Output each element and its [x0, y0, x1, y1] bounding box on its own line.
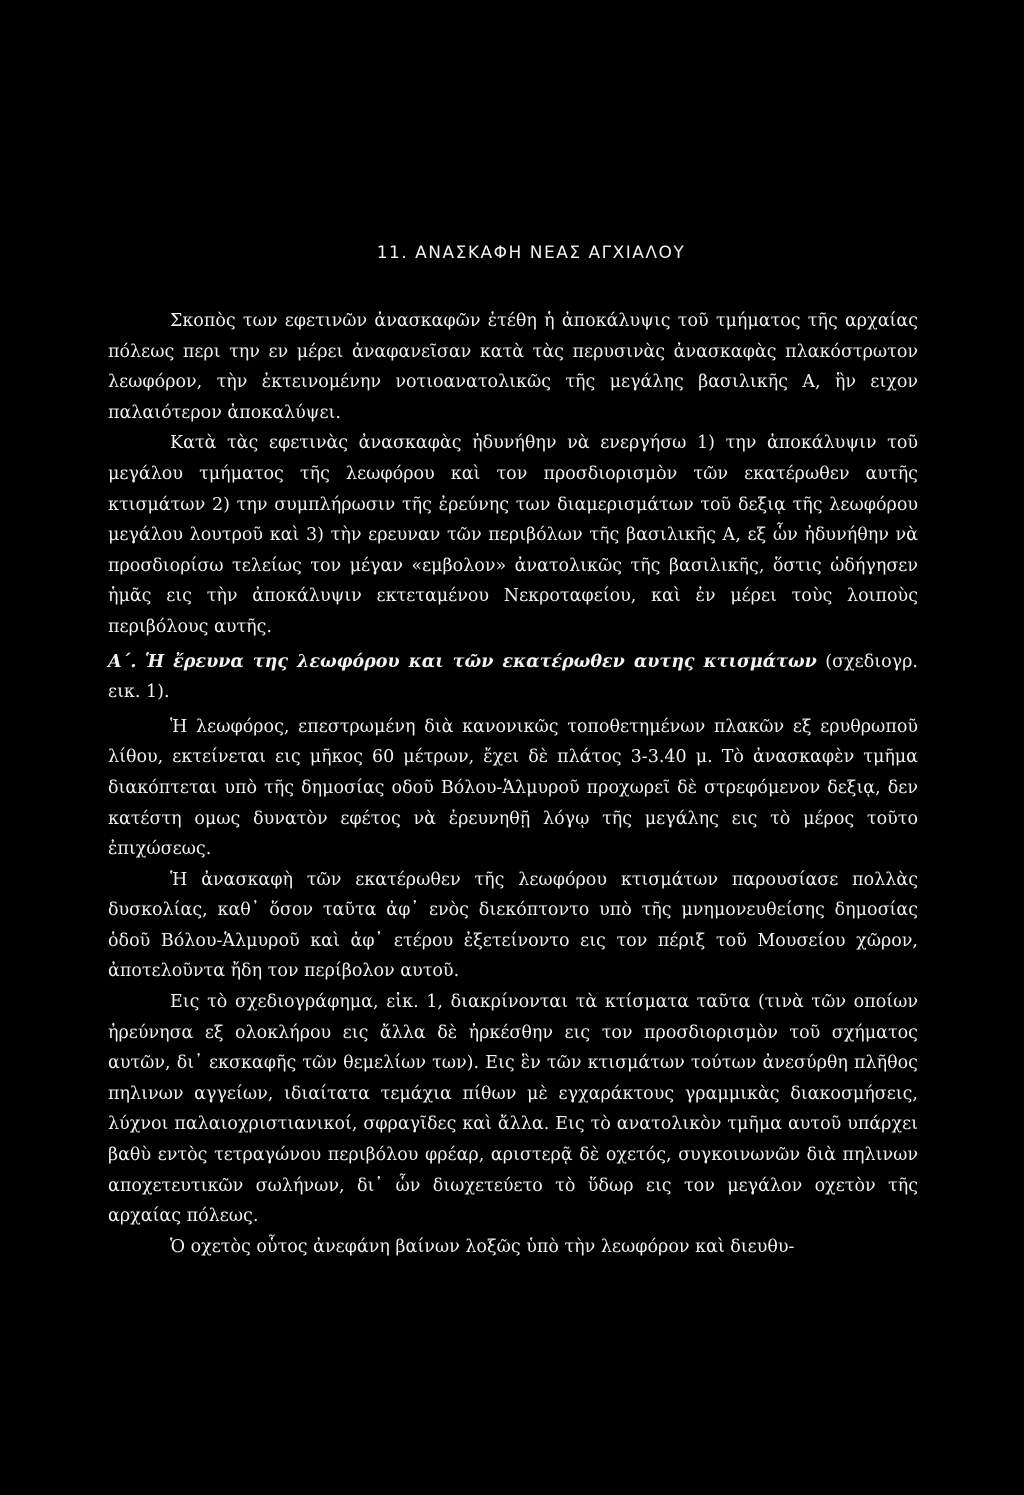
section-title: Ἡ ἔρευνα της λεωφόρου και τῶν εκατέρωθεν αυτης κτισμάτων — [144, 651, 817, 672]
paragraph: Ἡ ἀνασκαφὴ τῶν εκατέρωθεν τῆς λεωφόρου κτισμάτων παρουσίασε πολλὰς δυσκολίας, καθ᾽ ὅσον ταῦτα ἀφ᾽ ενὸς διεκόπτοντο υπὸ τῆς μνημονευθείσης δημοσίας ὁδοῦ Βόλου-Ἁλμυροῦ καὶ ἀφ᾽ ετέρου ἐξετείνοντο εις τον πέριξ τοῦ Μουσείου χῶρον, ἀποτελοῦντα ἤδη τον περίβολον αυτοῦ. — [108, 869, 918, 982]
section-label: Α΄. — [108, 651, 137, 672]
paragraph: Ὁ οχετὸς οὗτος ἀνεφάνη βαίνων λοξῶς ὑπὸ τὴν λεωφόρον καὶ διευθυ- — [170, 1236, 795, 1257]
paragraph: Ἡ λεωφόρος, επεστρωμένη διὰ κανονικῶς τοποθετημένων πλακῶν εξ ερυθρωποῦ λίθου, εκτείνεται εις μῆκος 60 μέτρων, ἔχει δὲ πλάτος 3-3.40 μ. Τὸ ἀνασκαφὲν τμῆμα διακόπτεται υπὸ τῆς δημοσίας οδοῦ Βόλου-Ἁλμυροῦ προχωρεῖ δὲ στρεφόμενον δεξιᾳ, δεν κατέστη ομως δυνατὸν εφέτος νὰ ἐρευνηθῇ λόγῳ τῆς μεγάλης εις τὸ μέρος τοῦτο ἐπιχώσεως. — [108, 716, 918, 860]
section-note: (σχεδιογρ. εικ. 1). — [108, 651, 918, 703]
paragraph: Κατὰ τὰς εφετινὰς ἀνασκαφὰς ἠδυνήθην νὰ ενεργήσω 1) την ἀποκάλυψιν τοῦ μεγάλου τμήματος τῆς λεωφόρου καὶ τον προσδιορισμὸν τῶν εκατέρωθεν αυτῆς κτισμάτων 2) την συμπλήρωσιν τῆς ἐρεύνης των διαμερισμάτων τοῦ δεξιᾳ τῆς λεωφόρου μεγάλου λουτροῦ καὶ 3) τὴν ερευναν τῶν περιβόλων τῆς βασιλικῆς Α, εξ ὧν ἠδυνήθην νὰ προσδιορίσω τελείως τον μέγαν «εμβολον» ἀνατολικῶς τῆς βασιλικῆς, ὅστις ὡδήγησεν ἡμᾶς εις τὴν ἀποκάλυψιν εκτεταμένου Νεκροταφείου, καὶ ἐν μέρει τοὺς λοιποὺς περιβόλους αυτῆς. — [108, 433, 918, 637]
paragraph: Σκοπὸς των εφετινῶν ἀνασκαφῶν ἐτέθη ἡ ἀποκάλυψις τοῦ τμήματος τῆς αρχαίας πόλεως περι την εν μέρει ἀναφανεῖσαν κατὰ τὰς περυσινὰς ἀνασκαφὰς πλακόστρωτον λεωφόρον, τὴν ἐκτεινομένην νοτιοανατολικῶς τῆς μεγάλης βασιλικῆς Α, ἣν ειχον παλαιότερον ἀποκαλύψει. — [108, 311, 918, 423]
paragraph: Εις τὸ σχεδιογράφημα, εἰκ. 1, διακρίνονται τὰ κτίσματα ταῦτα (τινὰ τῶν οποίων ἠρεύνησα εξ ολοκλήρου εις ἄλλα δὲ ἠρκέσθην εις τον προσδιορισμὸν τοῦ σχήματος αυτῶν, δι᾽ εκσκαφῆς τῶν θεμελίων των). Εις ἓν τῶν κτισμάτων τούτων ἀνεσύρθη πλῆθος πηλινων αγγείων, ιδιαίτατα τεμάχια πίθων μὲ εγχαράκτους γραμμικὰς διακοσμήσεις, λύχνοι παλαιοχριστιανικοί, σφραγῖδες καὶ ἄλλα. Εις τὸ ανατολικὸν τμῆμα αυτοῦ υπάρχει βαθὺ εντὸς τετραγώνου περιβόλου φρέαρ, αριστερᾷ δὲ οχετός, συγκοινωνῶν διὰ πηλινων αποχετευτικῶν σωλήνων, δι᾽ ὧν διωχετεύετο τὸ ὕδωρ εις τον μεγάλον οχετὸν τῆς αρχαίας πόλεως. — [108, 992, 918, 1227]
body-text — [108, 306, 918, 1262]
section-heading — [108, 647, 918, 708]
page-heading: 11. ΑΝΑΣΚΑΦΗ ΝΕΑΣ ΑΓΧΙΑΛΟΥ — [376, 243, 686, 263]
